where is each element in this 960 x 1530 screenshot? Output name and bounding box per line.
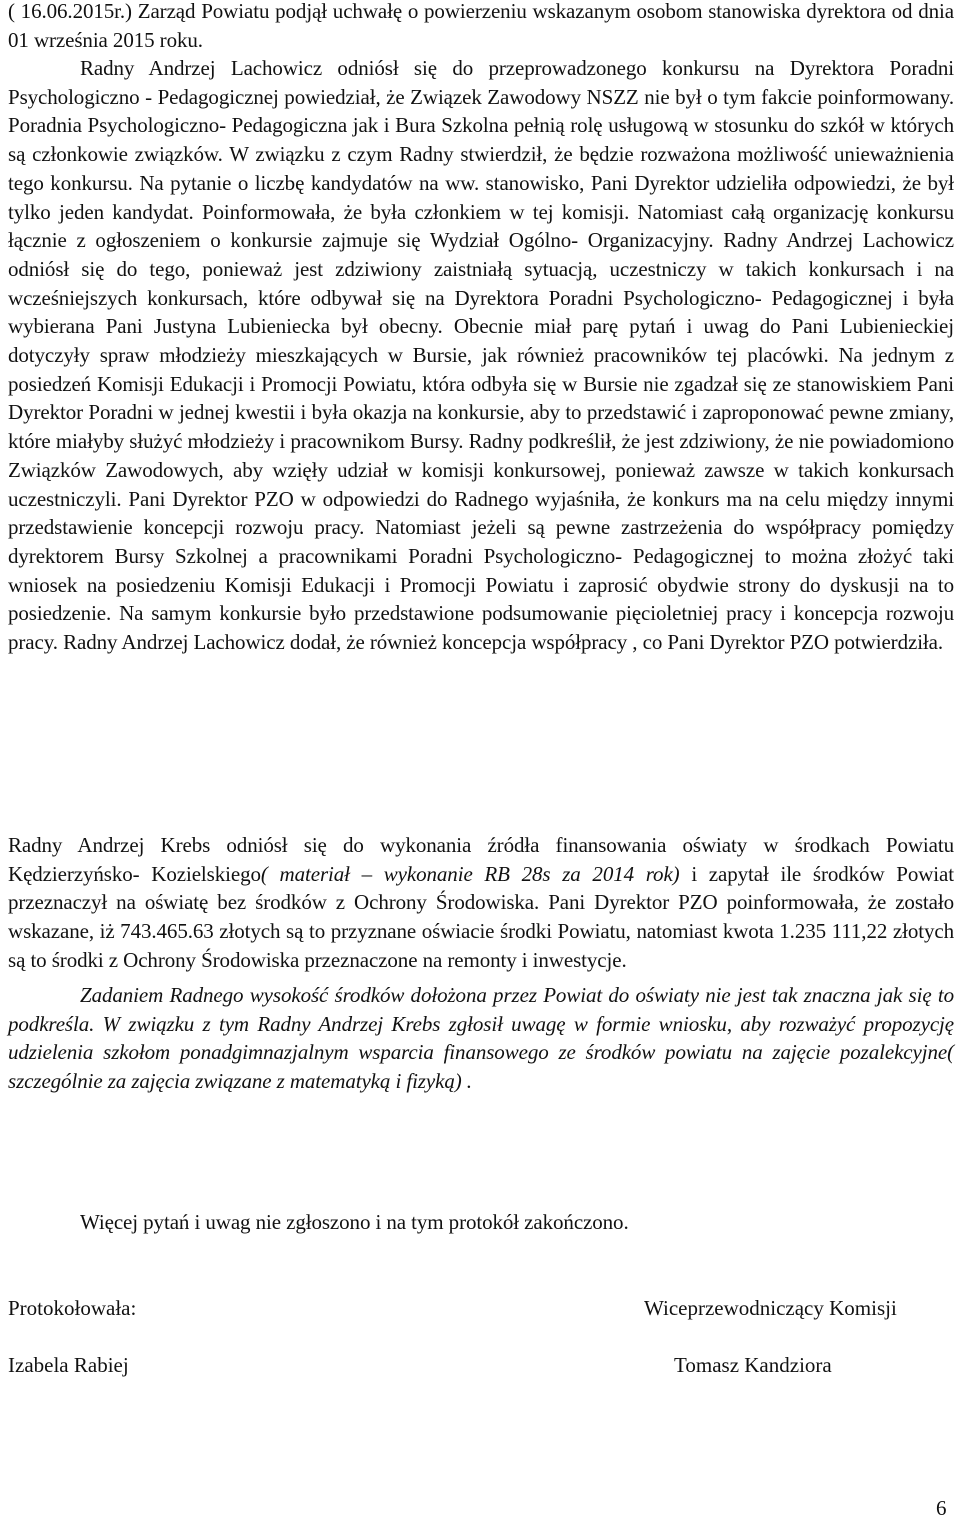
paragraph-krebs-text-start: Radny Andrzej Krebs odniósł się do wykonania źródła finansowania oświaty w środkach Powiatu Kędzierzyńsko- Kozielskiego bbox=[8, 833, 954, 886]
paragraph-closing: Więcej pytań i uwag nie zgłoszono i na tym protokół zakończono. bbox=[80, 1210, 629, 1234]
paragraph-krebs-funding-question bbox=[8, 831, 954, 975]
recorder-signature-name: Izabela Rabiej bbox=[8, 1353, 129, 1377]
paragraph-lachowicz-discussion: Radny Andrzej Lachowicz odniósł się do przeprowadzonego konkursu na Dyrektora Poradni Psychologiczno - Pedagogicznej powiedział, że Związek Zawodowy NSZZ nie był o tym fakcie poinformowany. Poradnia Psychologiczno- Pedagogiczna jak i Bura Szkolna pełnią rolę usługową w stosunku do szkół w których są członkowie związków. W związku z czym Radny stwierdził, że będzie rozważona możliwość unieważnienia tego konkursu. Na pytanie o liczbę kandydatów na ww. stanowisko, Pani Dyrektor udzieliła odpowiedzi, że był tylko jeden kandydat. Poinformowała, że była członkiem w tej komisji. Natomiast całą organizację konkursu łącznie z ogłoszeniem o konkursie zajmuje się Wydział Ogólno- Organizacyjny. Radny Andrzej Lachowicz odniósł się do tego, ponieważ jest zdziwiony zaistniałą sytuacją, uczestniczy w takich konkursach i na wcześniejszych konkursach, które odbywał się na Dyrektora Poradni Psychologiczno- Pedagogicznej i była wybierana Pani Justyna Lubieniecka był obecny. Obecnie miał parę pytań i uwag do Pani Lubienieckiej dotyczyły spraw młodzieży mieszkających w Bursie, jak również pracowników tej placówki. Na jednym z posiedzeń Komisji Edukacji i Promocji Powiatu, która odbyła się w Bursie nie zgadzał się ze stanowiskiem Pani Dyrektor Poradni w jednej kwestii i była okazja na konkursie, aby to przedstawić i zaproponować pewne zmiany, które miałyby służyć młodzieży i pracownikom Bursy. Radny podkreślił, że jest zdziwiony, że nie powiadomiono Związków Zawodowych, aby wzięły udział w komisji konkursowej, ponieważ zawsze w takich konkursach uczestniczyli. Pani Dyrektor PZO w odpowiedzi do Radnego wyjaśniła, że konkurs ma na celu między innymi przedstawienie koncepcji rozwoju pracy. Natomiast jeżeli są pewne zastrzeżenia do współpracy pomiędzy dyrektorem Bursy Szkolnej a pracownikami Poradni Psychologiczno- Pedagogicznej to można złożyć taki wniosek na posiedzeniu Komisji Edukacji i Promocji Powiatu i zaprosić obydwie strony do dyskusji na to posiedzenie. Na samym konkursie było przedstawione podsumowanie pięcioletniej pracy i koncepcja rozwoju pracy. Radny Andrzej Lachowicz dodał, że również koncepcja współpracy , co Pani Dyrektor PZO potwierdziła. bbox=[8, 56, 954, 655]
vice-chair-signature-name: Tomasz Kandziora bbox=[674, 1353, 832, 1377]
paragraph-krebs-material-reference: ( materiał – wykonanie RB 28s za 2014 rok) bbox=[260, 861, 680, 886]
vice-chair-signature-title: Wiceprzewodniczący Komisji bbox=[644, 1296, 897, 1320]
page-number: 6 bbox=[936, 1496, 947, 1520]
paragraph-krebs-text-end: i zapytał ile środków Powiat przeznaczył na oświatę bez środków z Ochrony Środowiska. Pani Dyrektor PZO poinformowała, że zostało wskazane, iż 743.465.63 złotych są to przyznane oświacie środki Powiatu, natomiast kwota 1.235 111,22 złotych są to środki z Ochrony Środowiska przeznaczone na remonty i inwestycje. bbox=[8, 861, 954, 972]
paragraph-krebs-motion: Zadaniem Radnego wysokość środków dołożona przez Powiat do oświaty nie jest tak znaczna jak się to podkreśla. W związku z tym Radny Andrzej Krebs zgłosił uwagę w formie wniosku, aby rozważyć propozycję udzielenia szkołom ponadgimnazjalnym wsparcia finansowego ze środków powiatu na zajęcie pozalekcyjne( szczególnie za zajęcia związane z matematyką i fizyką) . bbox=[8, 983, 954, 1094]
recorder-signature-title: Protokołowała: bbox=[8, 1296, 137, 1320]
paragraph-board-resolution: ( 16.06.2015r.) Zarząd Powiatu podjął uchwałę o powierzeniu wskazanym osobom stanowiska dyrektora od dnia 01 września 2015 roku. bbox=[8, 0, 954, 52]
